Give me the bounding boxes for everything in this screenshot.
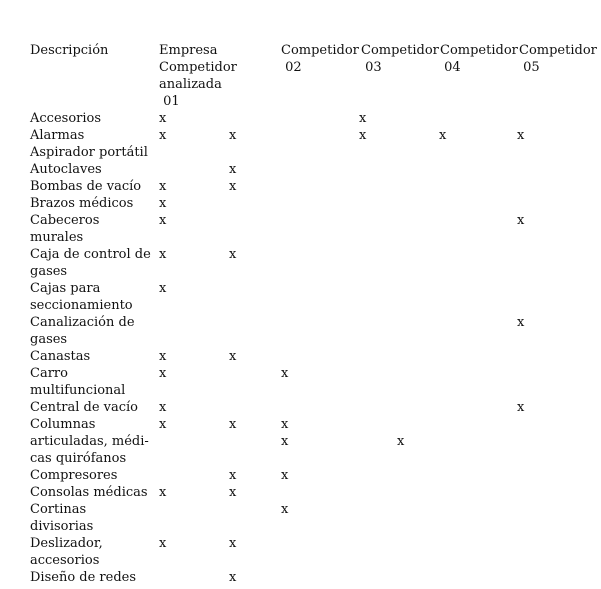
mark-c5: x [359, 111, 367, 126]
row-description: Cortinas divisorias [30, 502, 94, 534]
row-description: Caja de control de gases [30, 247, 151, 279]
mark-c2: x [229, 536, 237, 551]
mark-c7: x [517, 400, 525, 415]
mark-c1: x [159, 400, 167, 415]
mark-c2: x [229, 417, 237, 432]
row-description: Diseño de redes [30, 570, 137, 585]
mark-c7: x [517, 315, 525, 330]
row-description: Accesorios [30, 111, 102, 126]
mark-c1: x [159, 128, 167, 143]
mark-c1: x [159, 485, 167, 500]
header-competidor-analizada: Competidor analizada 01 [159, 60, 237, 109]
mark-c3: x [281, 417, 289, 432]
mark-c3: x [281, 468, 289, 483]
mark-c3: x [281, 366, 289, 381]
mark-c3: x [281, 502, 289, 517]
row-description: Aspirador portátil [30, 145, 148, 160]
row-description: Canastas [30, 349, 91, 364]
row-description: Canalización de gases [30, 315, 135, 347]
mark-c2: x [229, 349, 237, 364]
header-competidor-02: Competidor 02 [281, 43, 359, 75]
row-description: Central de vacío [30, 400, 138, 415]
mark-c1: x [159, 281, 167, 296]
row-description: Brazos médicos [30, 196, 134, 211]
mark-c1: x [159, 417, 167, 432]
mark-c7: x [517, 213, 525, 228]
mark-c2: x [229, 485, 237, 500]
mark-c1: x [159, 366, 167, 381]
mark-c2: x [229, 570, 237, 585]
header-competidor-03: Competidor 03 [361, 43, 439, 75]
row-description: Carro multifuncional [30, 366, 126, 398]
mark-c6: x [439, 128, 447, 143]
row-description: Cajas para seccionamiento [30, 281, 133, 313]
mark-c1: x [159, 247, 167, 262]
mark-c1: x [159, 536, 167, 551]
mark-c5: x [359, 128, 367, 143]
mark-c1: x [159, 196, 167, 211]
row-description: Cabeceros murales [30, 213, 100, 245]
header-empresa: Empresa [159, 43, 218, 58]
mark-c4: x [397, 434, 405, 449]
header-descripcion: Descripción [30, 43, 109, 58]
row-description: Consolas médicas [30, 485, 148, 500]
row-description: Deslizador, accesorios [30, 536, 103, 568]
mark-c2: x [229, 468, 237, 483]
mark-c2: x [229, 179, 237, 194]
row-description: articuladas, médi- cas quirófanos [30, 434, 149, 466]
mark-c1: x [159, 213, 167, 228]
mark-c1: x [159, 349, 167, 364]
row-description: Autoclaves [30, 162, 102, 177]
row-description: Columnas [30, 417, 96, 432]
mark-c2: x [229, 162, 237, 177]
row-description: Compresores [30, 468, 118, 483]
row-description: Bombas de vacío [30, 179, 142, 194]
mark-c1: x [159, 179, 167, 194]
mark-c7: x [517, 128, 525, 143]
mark-c2: x [229, 247, 237, 262]
mark-c2: x [229, 128, 237, 143]
mark-c3: x [281, 434, 289, 449]
mark-c1: x [159, 111, 167, 126]
header-competidor-05: Competidor 05 [519, 43, 597, 75]
header-competidor-04: Competidor 04 [440, 43, 518, 75]
row-description: Alarmas [30, 128, 85, 143]
